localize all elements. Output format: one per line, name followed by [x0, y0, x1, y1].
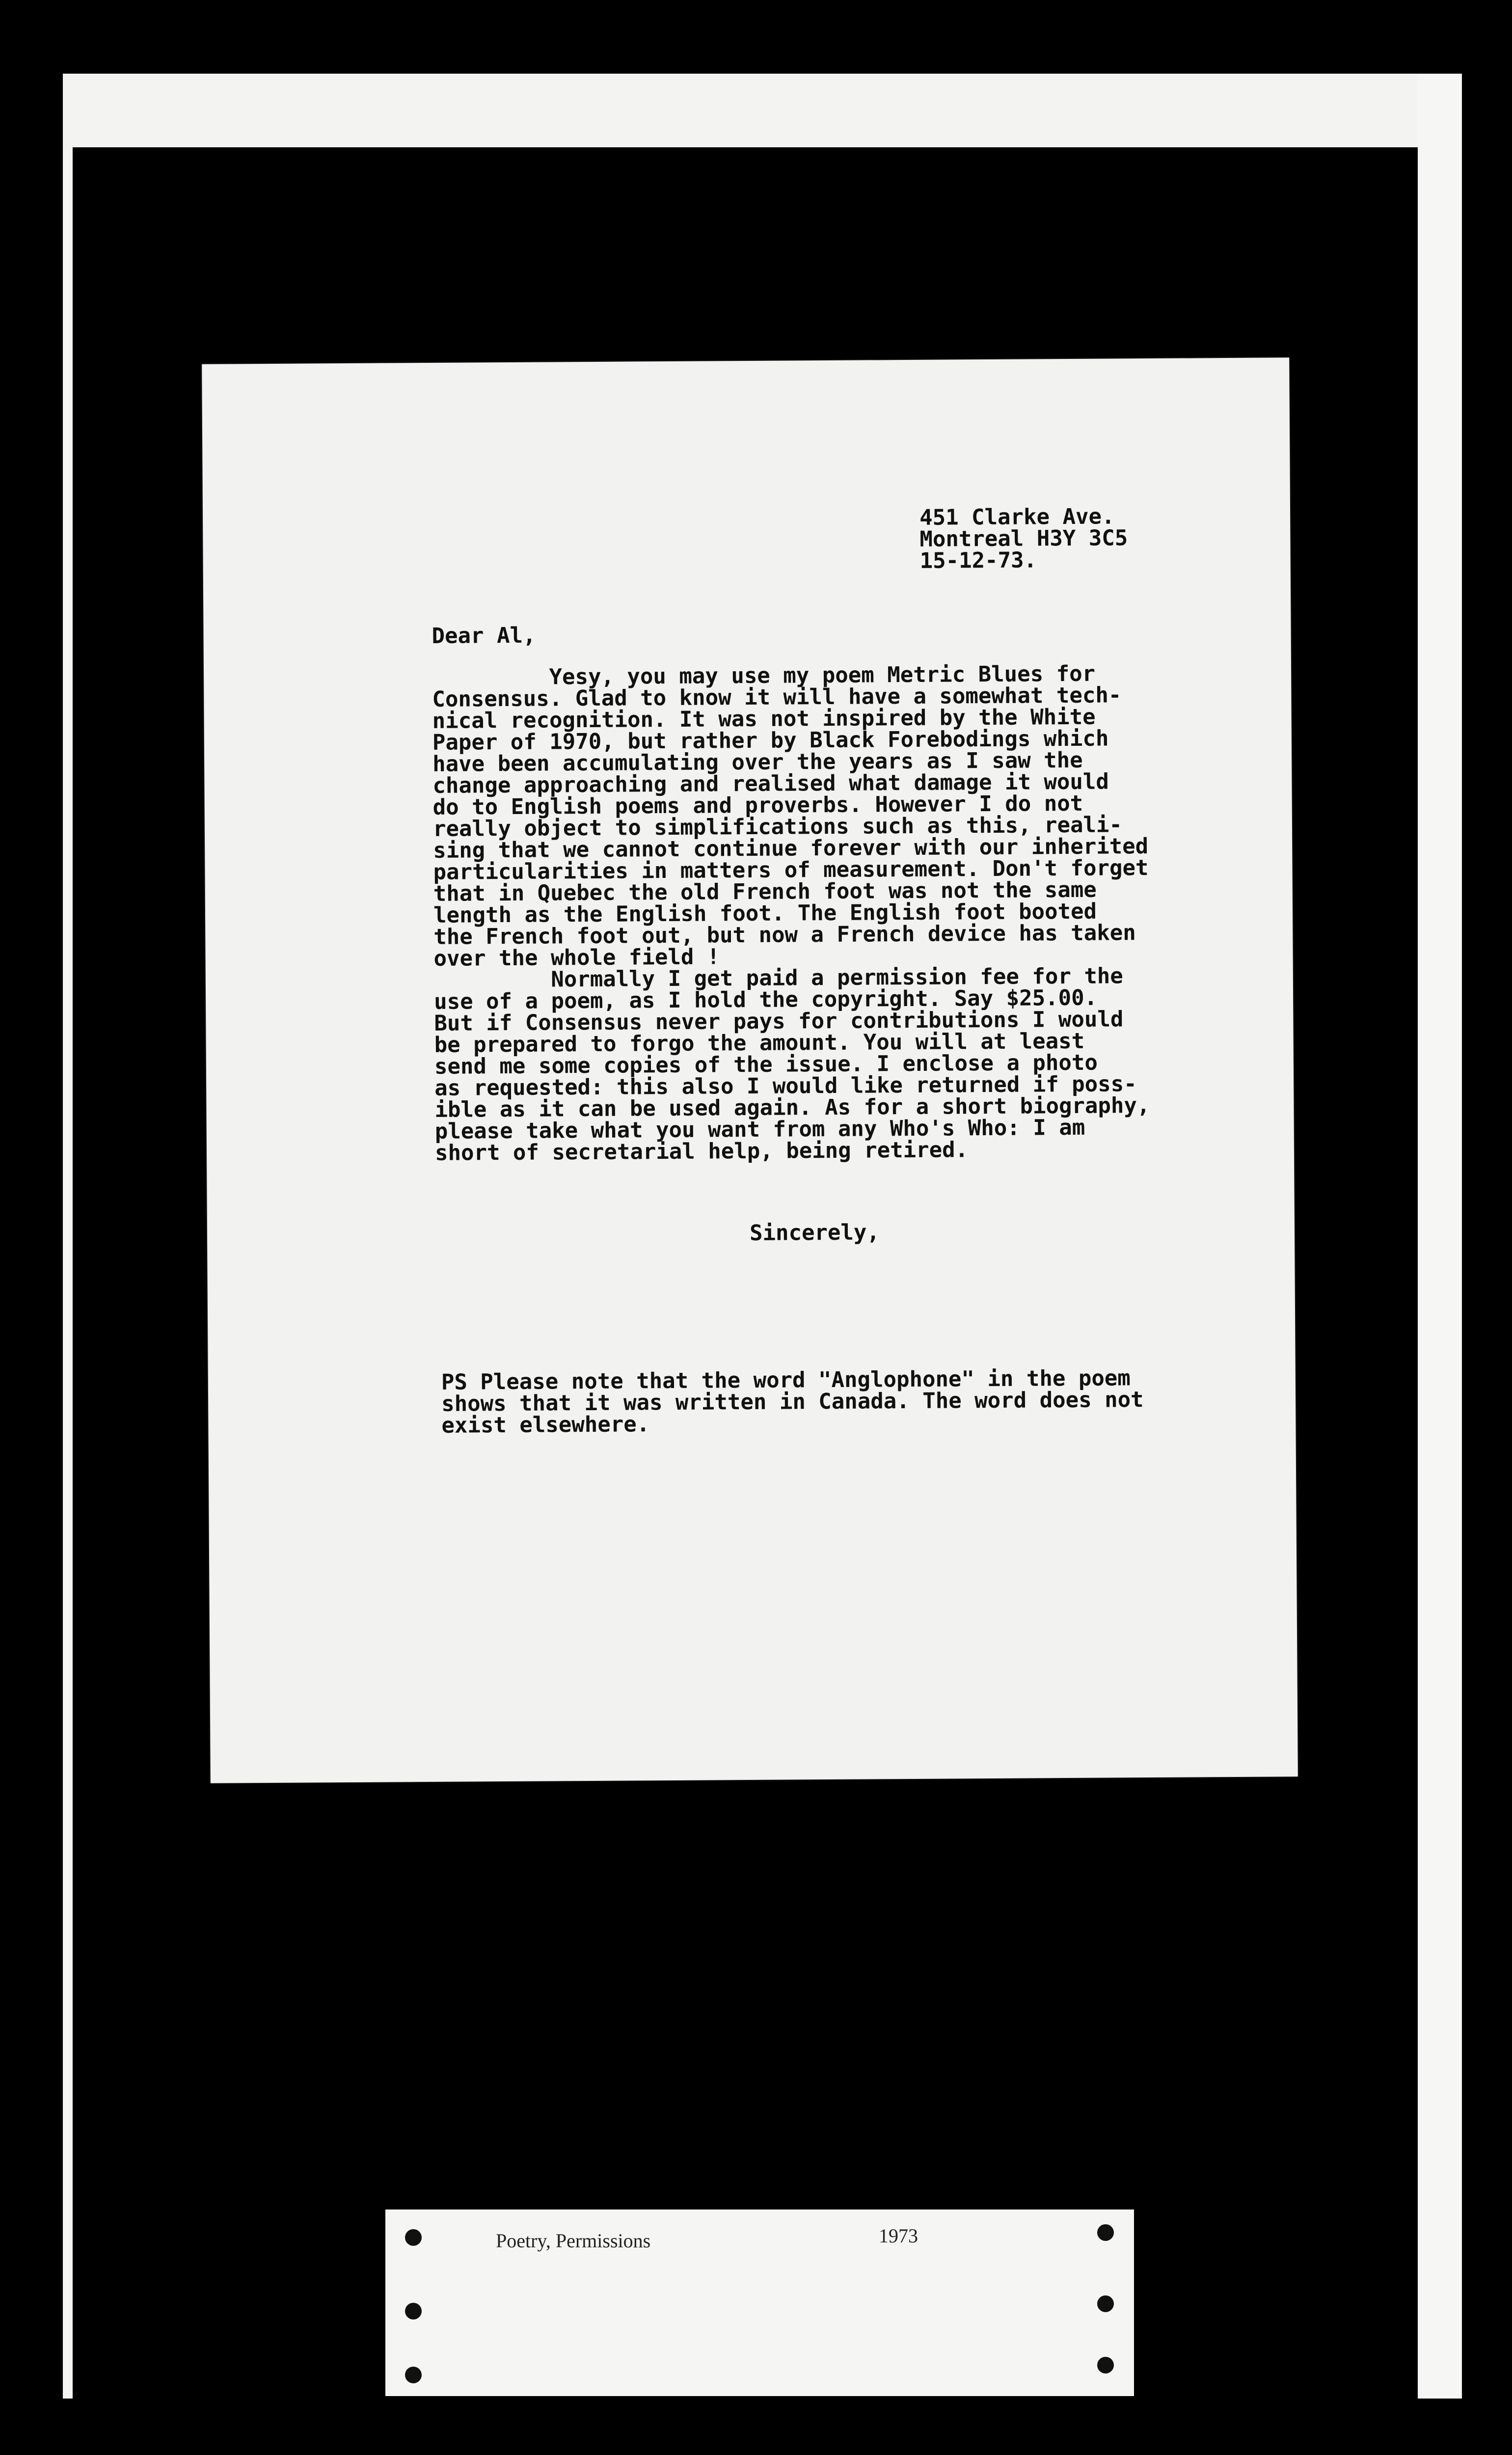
- punch-hole: [1097, 2224, 1114, 2241]
- body-line: particularities in matters of measurement. Don't forget: [433, 855, 1149, 885]
- punch-hole: [1097, 2295, 1114, 2312]
- punch-hole: [405, 2303, 422, 2319]
- body-line: that in Quebec the old French foot was not the same: [433, 877, 1097, 906]
- body-line: short of secretarial help, being retired.: [434, 1137, 969, 1166]
- body-line: sing that we cannot continue forever with our inherited: [433, 834, 1149, 863]
- punch-hole: [405, 2367, 422, 2383]
- punch-hole: [1097, 2357, 1114, 2373]
- body-line: change approaching and realised what damage it would: [432, 769, 1109, 798]
- body-line: be prepared to forgo the amount. You will at least: [434, 1028, 1085, 1058]
- ps-line: PS Please note that the word "Anglophone" in the poem: [441, 1365, 1131, 1395]
- body-line: Paper of 1970, but rather by Black Forebodings which: [432, 726, 1109, 755]
- letter-page: [202, 357, 1298, 1783]
- body-line: over the whole field !: [433, 944, 720, 971]
- film-edge: [1418, 74, 1462, 2399]
- body-line: as requested: this also I would like returned if poss-: [434, 1071, 1137, 1101]
- address-line: Montreal H3Y 3C5: [919, 525, 1128, 552]
- body-line: Normally I get paid a permission fee for the: [433, 963, 1123, 993]
- body-line: nical recognition. It was not inspired by the White: [432, 704, 1096, 734]
- closing: Sincerely,: [749, 1220, 880, 1246]
- body-line: send me some copies of the issue. I enclose a photo: [434, 1050, 1098, 1079]
- punch-hole: [405, 2229, 422, 2246]
- body-line: use of a poem, as I hold the copyright. Say $25.00.: [433, 985, 1098, 1014]
- postscript: [441, 1367, 1144, 1437]
- label-subject: Poetry, Permissions: [496, 2230, 651, 2252]
- body-line: really object to simplifications such as this, reali-: [432, 812, 1123, 842]
- body-line: do to English poems and proverbs. However I do not: [432, 791, 1083, 820]
- body-line: Yesy, you may use my poem Metric Blues for: [432, 661, 1096, 690]
- letter-date: 15-12-73.: [919, 547, 1037, 573]
- salutation: Dear Al,: [432, 623, 536, 649]
- letter-body: [432, 663, 1150, 1164]
- body-line: But if Consensus never pays for contributions I would: [434, 1007, 1124, 1036]
- body-line: the French foot out, but now a French device has taken: [433, 920, 1136, 950]
- body-line: length as the English foot. The English foot booted: [433, 899, 1097, 928]
- ps-line: exist elsewhere.: [441, 1412, 650, 1438]
- archive-label-card: [385, 2210, 1134, 2396]
- address-line: 451 Clarke Ave.: [919, 504, 1115, 530]
- body-line: ible as it can be used again. As for a short biography,: [434, 1093, 1150, 1122]
- sender-address: [919, 506, 1128, 572]
- body-line: please take what you want from any Who's Who: I am: [434, 1115, 1085, 1144]
- label-year: 1973: [879, 2225, 918, 2247]
- body-line: Consensus. Glad to know it will have a somewhat tech-: [432, 682, 1122, 712]
- ps-line: shows that it was written in Canada. The word does not: [441, 1387, 1144, 1417]
- body-line: have been accumulating over the years as I saw the: [432, 747, 1083, 777]
